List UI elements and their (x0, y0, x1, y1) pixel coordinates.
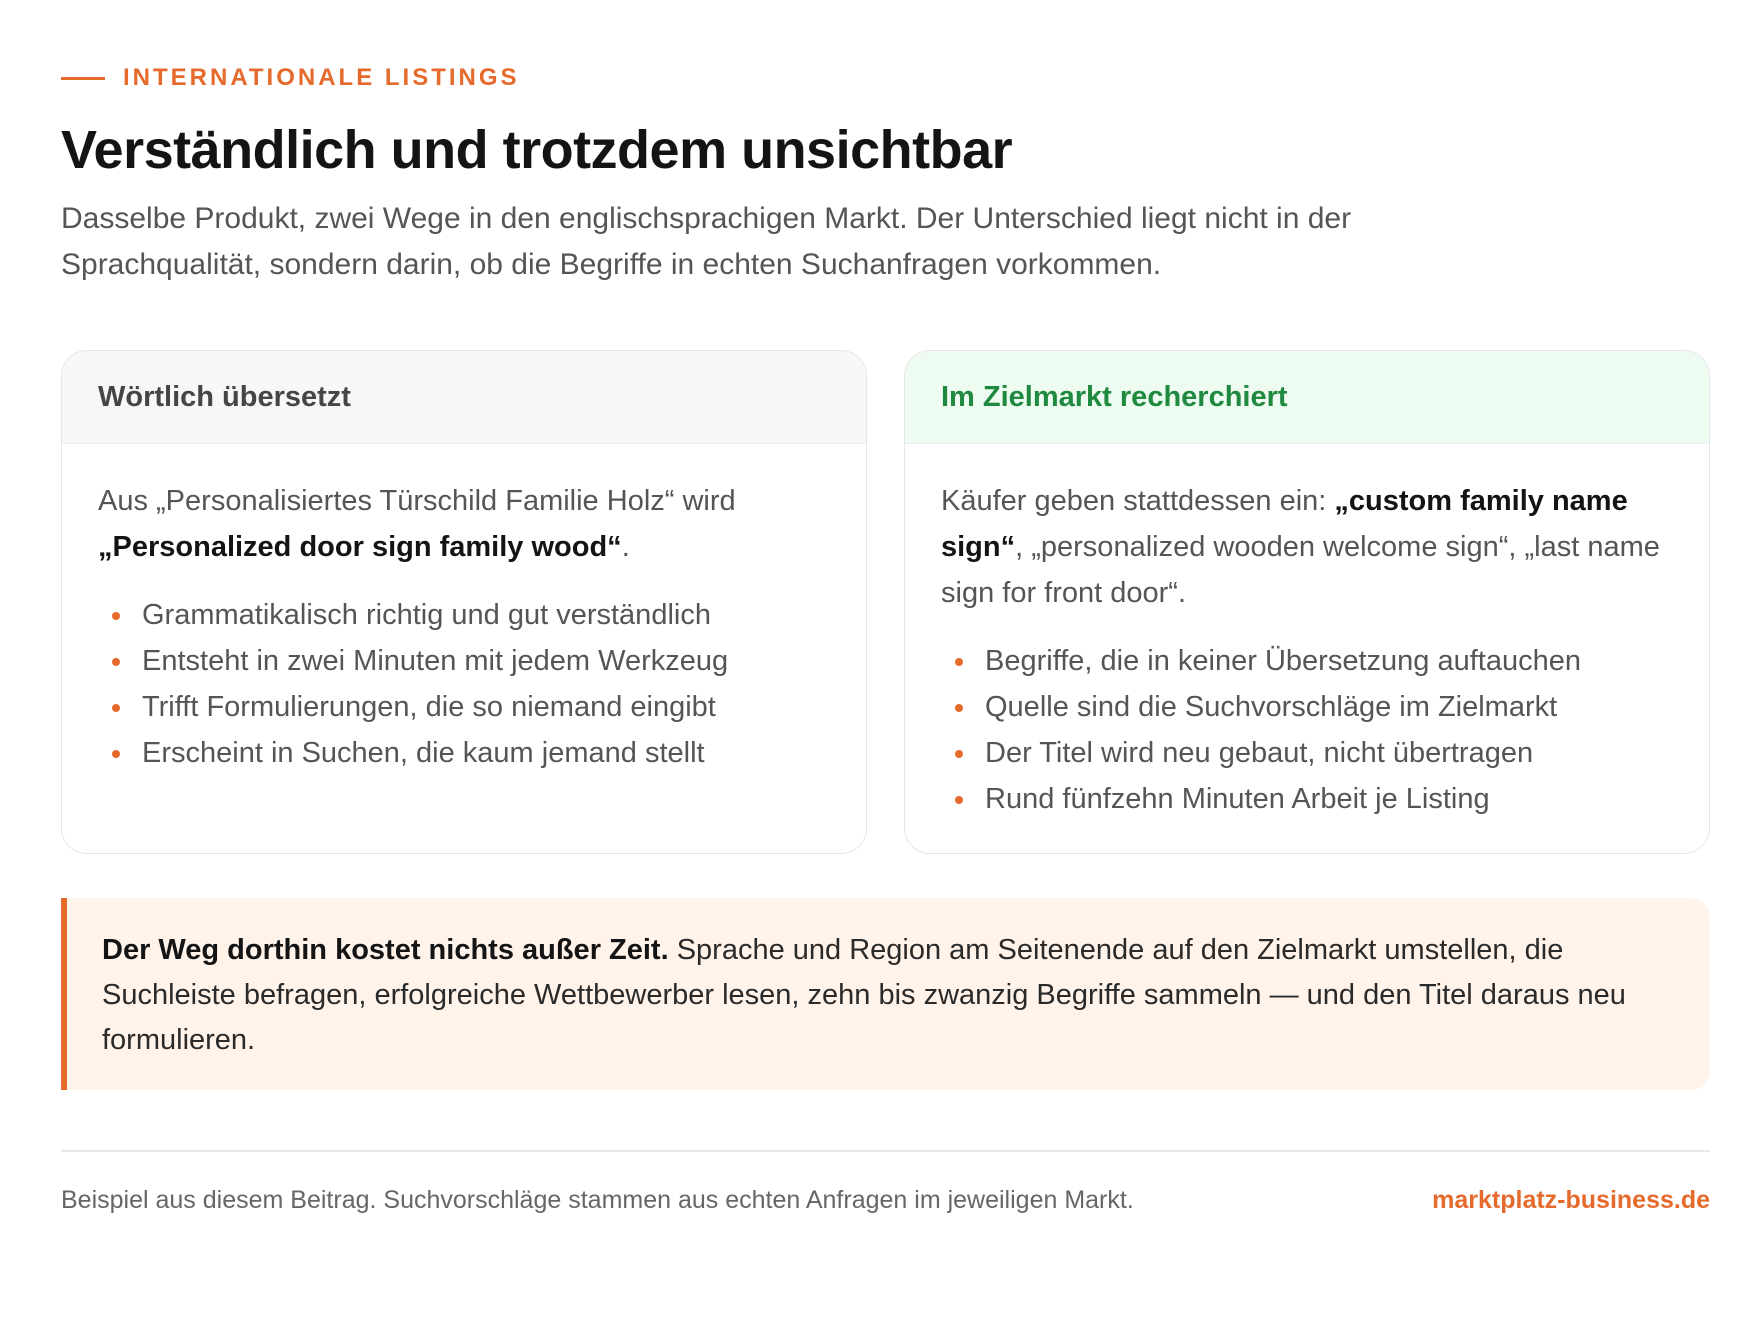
bullet-dot-icon (955, 796, 963, 804)
list-item-text: Trifft Formulierungen, die so niemand eingibt (142, 691, 716, 723)
card-intro-text: Aus „Personalisiertes Türschild Familie Holz“ wird (98, 485, 736, 517)
card-intro-highlight: „custom family name sign“ (941, 485, 1628, 563)
list-item (98, 638, 830, 684)
list-item (98, 730, 830, 776)
list-item (98, 592, 830, 638)
list-item-text: Entsteht in zwei Minuten mit jedem Werkzeug (142, 645, 729, 677)
list-item-text: Grammatikalisch richtig und gut verständlich (142, 599, 711, 631)
callout-text (102, 928, 1670, 1063)
bullet-dot-icon (955, 658, 963, 666)
lead-paragraph: Dasselbe Produkt, zwei Wege in den englischsprachigen Markt. Der Unterschied liegt nicht in der Sprachqualität, sondern darin, ob die Begriffe in echten Suchanfragen vorkommen. (61, 202, 1352, 281)
list-item-text: Der Titel wird neu gebaut, nicht übertragen (985, 737, 1534, 769)
card-body (62, 444, 866, 776)
list-item-text: Erscheint in Suchen, die kaum jemand stellt (142, 737, 705, 769)
bullet-dot-icon (112, 658, 120, 666)
bullet-dot-icon (112, 750, 120, 758)
bullet-list (941, 638, 1673, 822)
list-item-text: Rund fünfzehn Minuten Arbeit je Listing (985, 783, 1490, 815)
bullet-dot-icon (955, 704, 963, 712)
card-market-research (904, 350, 1710, 854)
bullet-dot-icon (112, 612, 120, 620)
comparison-cards (61, 350, 1710, 854)
eyebrow-text: INTERNATIONALE LISTINGS (123, 64, 520, 91)
page-title: Verständlich und trotzdem unsichtbar (61, 120, 1013, 180)
eyebrow (61, 62, 1699, 94)
callout-body: Sprache und Region am Seitenende auf den Zielmarkt umstellen, die Suchleiste befragen, erfolgreiche Wettbewerber lesen, zehn bis zwanzig Begriffe sammeln — und den Titel daraus neu formulieren. (102, 934, 1626, 1056)
list-item (941, 638, 1673, 684)
card-heading: Im Zielmarkt recherchiert (905, 351, 1709, 444)
card-intro (941, 478, 1673, 616)
footer-brand-link[interactable]: marktplatz-business.de (1432, 1185, 1710, 1214)
callout-box (61, 898, 1710, 1090)
eyebrow-line (61, 77, 105, 80)
card-heading: Wörtlich übersetzt (62, 351, 866, 444)
list-item-text: Quelle sind die Suchvorschläge im Zielmarkt (985, 691, 1558, 723)
footer (61, 1180, 1710, 1220)
list-item (941, 684, 1673, 730)
callout-bold: Der Weg dorthin kostet nichts außer Zeit. (102, 934, 669, 966)
card-intro-text: Käufer geben stattdessen ein: (941, 485, 1335, 517)
list-item (98, 684, 830, 730)
bullet-list (98, 592, 830, 776)
list-item (941, 730, 1673, 776)
footer-note: Beispiel aus diesem Beitrag. Suchvorschläge stammen aus echten Anfragen im jeweiligen Markt. (61, 1185, 1134, 1214)
card-body (905, 444, 1709, 822)
footer-divider (61, 1150, 1710, 1152)
bullet-dot-icon (112, 704, 120, 712)
bullet-dot-icon (955, 750, 963, 758)
card-intro-end: , „personalized wooden welcome sign“, „last name sign for front door“. (941, 531, 1660, 609)
list-item-text: Begriffe, die in keiner Übersetzung auftauchen (985, 645, 1581, 677)
card-intro (98, 478, 830, 570)
list-item (941, 776, 1673, 822)
card-intro-end: . (621, 531, 630, 563)
card-intro-highlight: „Personalized door sign family wood“ (98, 531, 622, 563)
card-literal-translation (61, 350, 867, 854)
